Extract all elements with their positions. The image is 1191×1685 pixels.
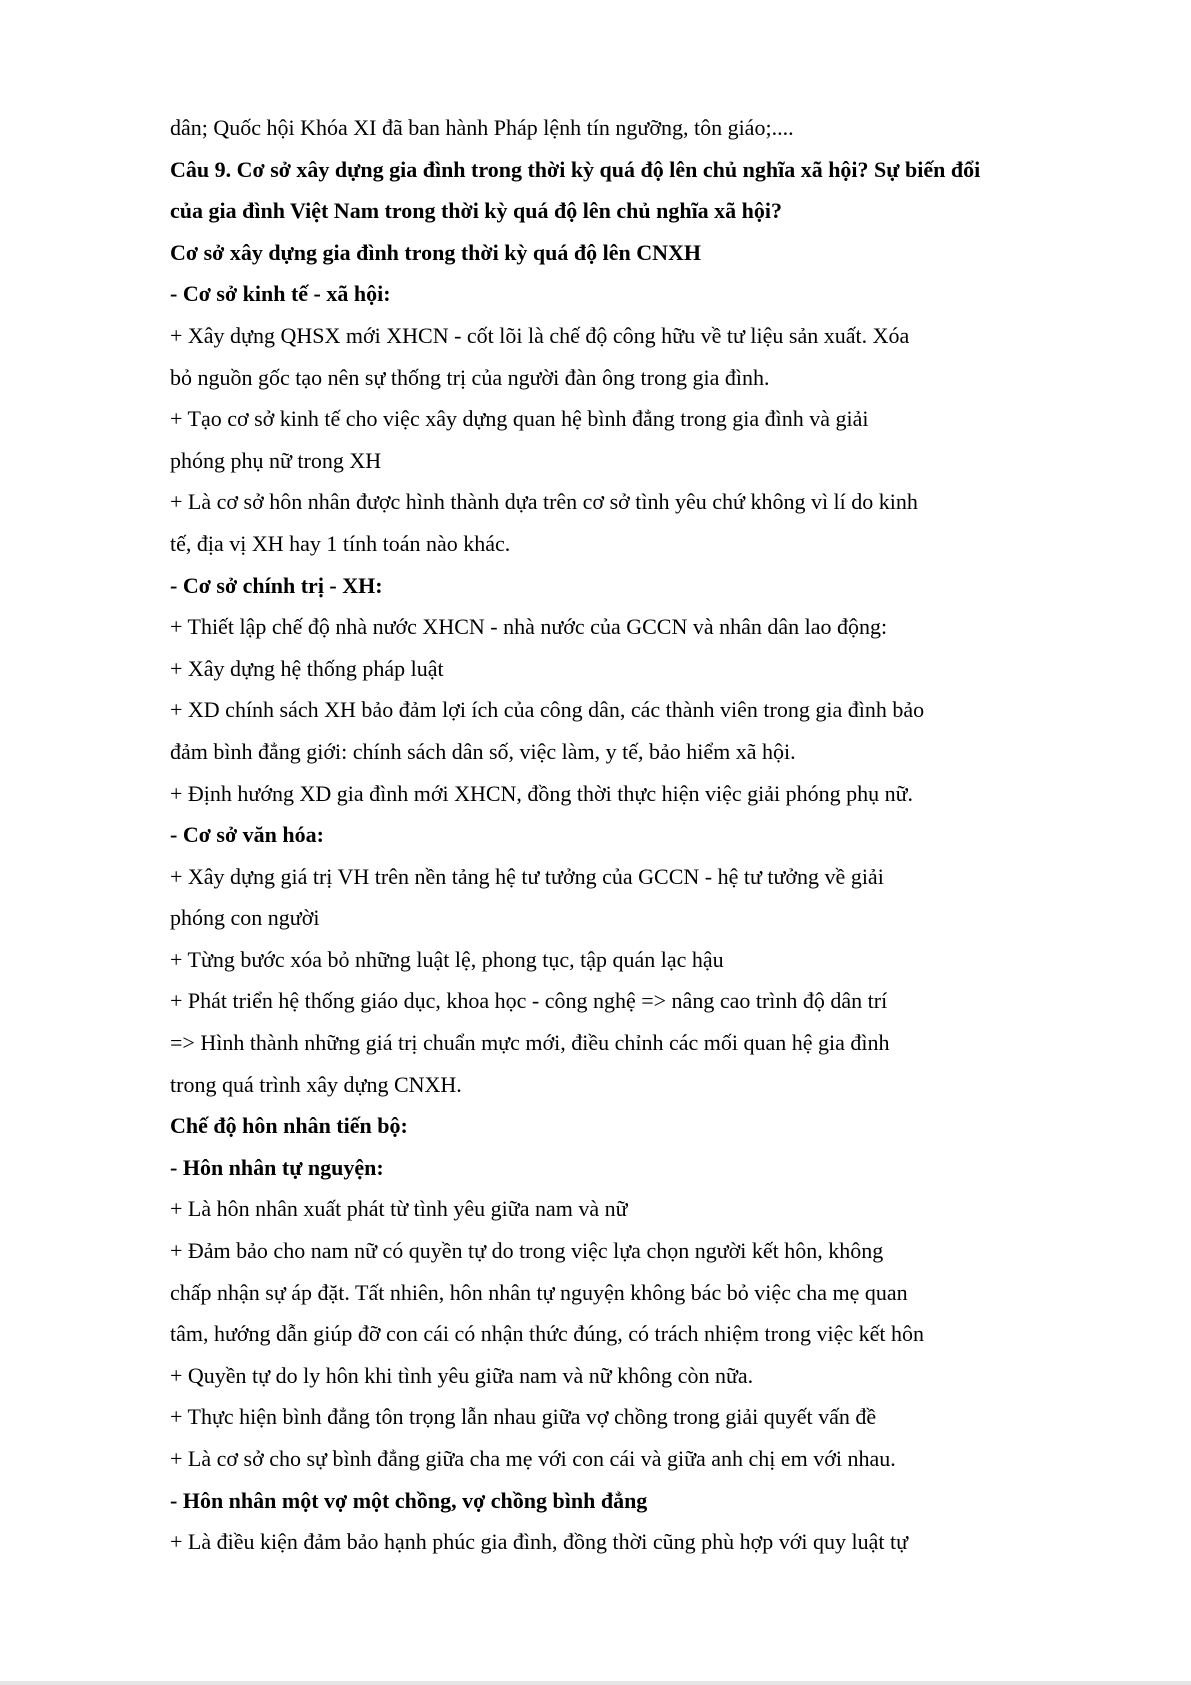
text-line: + Là cơ sở hôn nhân được hình thành dựa trên cơ sở tình yêu chứ không vì lí do kinh [170,489,918,515]
subsection-heading: - Cơ sở văn hóa: [170,822,324,848]
text-line: phóng phụ nữ trong XH [170,447,382,473]
text-line: + Định hướng XD gia đình mới XHCN, đồng thời thực hiện việc giải phóng phụ nữ. [170,780,914,806]
subsection-heading: - Hôn nhân tự nguyện: [170,1154,384,1180]
page-bottom-edge [0,1681,1191,1685]
question-heading: của gia đình Việt Nam trong thời kỳ quá độ lên chủ nghĩa xã hội? [170,198,783,224]
text-line: chấp nhận sự áp đặt. Tất nhiên, hôn nhân tự nguyện không bác bỏ việc cha mẹ quan [170,1279,908,1305]
text-line: tế, địa vị XH hay 1 tính toán nào khác. [170,530,511,556]
document-page [170,107,1030,1563]
text-line: + Xây dựng QHSX mới XHCN - cốt lõi là chế độ công hữu về tư liệu sản xuất. Xóa [170,322,910,348]
text-line: + Đảm bảo cho nam nữ có quyền tự do trong việc lựa chọn người kết hôn, không [170,1238,884,1264]
text-line: + Tạo cơ sở kinh tế cho việc xây dựng quan hệ bình đẳng trong gia đình và giải [170,406,869,432]
text-line: phóng con người [170,905,320,931]
text-line: => Hình thành những giá trị chuẩn mực mới, điều chỉnh các mối quan hệ gia đình [170,1030,890,1056]
section-heading: Cơ sở xây dựng gia đình trong thời kỳ quá độ lên CNXH [170,239,702,265]
text-line: + Phát triển hệ thống giáo dục, khoa học - công nghệ => nâng cao trình độ dân trí [170,988,888,1014]
text-line: + Là cơ sở cho sự bình đẳng giữa cha mẹ với con cái và giữa anh chị em với nhau. [170,1446,896,1471]
text-line: đảm bình đẳng giới: chính sách dân số, việc làm, y tế, bảo hiểm xã hội. [170,738,796,764]
text-line: + XD chính sách XH bảo đảm lợi ích của công dân, các thành viên trong gia đình bảo [170,697,925,723]
section-heading: Chế độ hôn nhân tiến bộ: [170,1113,408,1139]
subsection-heading: - Hôn nhân một vợ một chồng, vợ chồng bình đẳng [170,1487,648,1513]
text-line: + Từng bước xóa bỏ những luật lệ, phong tục, tập quán lạc hậu [170,946,724,972]
text-line: + Xây dựng giá trị VH trên nền tảng hệ tư tưởng của GCCN - hệ tư tưởng về giải [170,863,884,889]
text-line: dân; Quốc hội Khóa XI đã ban hành Pháp lệnh tín ngưỡng, tôn giáo;.... [170,115,794,140]
text-line: + Là hôn nhân xuất phát từ tình yêu giữa nam và nữ [170,1196,628,1222]
text-line: + Thực hiện bình đẳng tôn trọng lẫn nhau giữa vợ chồng trong giải quyết vấn đề [170,1404,877,1430]
text-line: trong quá trình xây dựng CNXH. [170,1071,462,1097]
text-line: + Quyền tự do ly hôn khi tình yêu giữa nam và nữ không còn nữa. [170,1362,754,1388]
text-line: bỏ nguồn gốc tạo nên sự thống trị của người đàn ông trong gia đình. [170,364,770,390]
text-line: + Là điều kiện đảm bảo hạnh phúc gia đình, đồng thời cũng phù hợp với quy luật tự [170,1529,909,1555]
subsection-heading: - Cơ sở kinh tế - xã hội: [170,281,391,307]
question-heading: Câu 9. Cơ sở xây dựng gia đình trong thời kỳ quá độ lên chủ nghĩa xã hội? Sự biến đổi [170,156,981,182]
text-line: + Thiết lập chế độ nhà nước XHCN - nhà nước của GCCN và nhân dân lao động: [170,614,888,640]
subsection-heading: - Cơ sở chính trị - XH: [170,572,383,598]
text-line: tâm, hướng dẫn giúp đỡ con cái có nhận thức đúng, có trách nhiệm trong việc kết hôn [170,1321,924,1347]
text-line: + Xây dựng hệ thống pháp luật [170,655,444,681]
